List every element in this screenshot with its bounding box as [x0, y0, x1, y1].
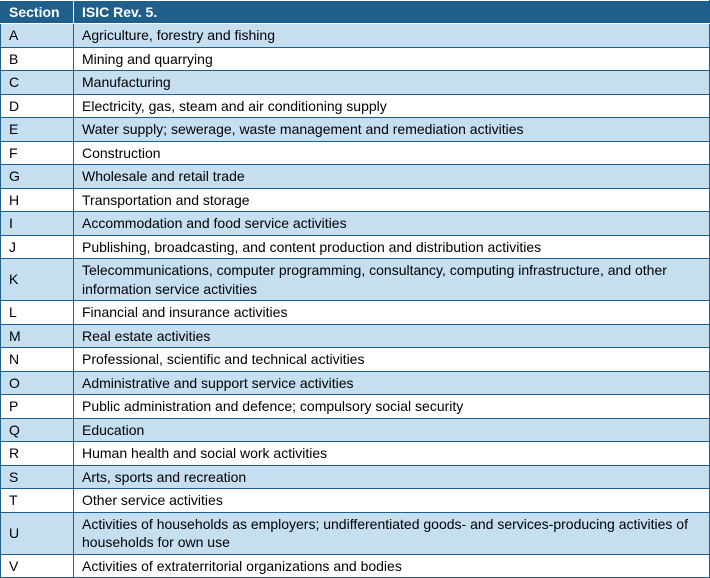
description-cell: Real estate activities — [74, 324, 710, 348]
section-code-cell: D — [1, 94, 74, 118]
table-row — [1, 301, 710, 325]
section-code-cell: I — [1, 212, 74, 236]
table-row — [1, 371, 710, 395]
section-code-cell: M — [1, 324, 74, 348]
table-row — [1, 395, 710, 419]
section-code-cell: O — [1, 371, 74, 395]
description-cell: Accommodation and food service activities — [74, 212, 710, 236]
description-cell: Construction — [74, 141, 710, 165]
section-code-cell: G — [1, 165, 74, 189]
section-code-cell: C — [1, 71, 74, 95]
description-cell: Manufacturing — [74, 71, 710, 95]
description-cell: Professional, scientific and technical activities — [74, 348, 710, 372]
section-code-cell: Q — [1, 418, 74, 442]
table-row — [1, 348, 710, 372]
description-cell: Financial and insurance activities — [74, 301, 710, 325]
section-code-cell: P — [1, 395, 74, 419]
section-code-cell: F — [1, 141, 74, 165]
description-cell: Other service activities — [74, 489, 710, 513]
section-code-cell: T — [1, 489, 74, 513]
section-code-cell: J — [1, 235, 74, 259]
table-row — [1, 324, 710, 348]
table-row — [1, 165, 710, 189]
table-row — [1, 118, 710, 142]
section-column-header: Section — [1, 1, 74, 24]
section-code-cell: K — [1, 259, 74, 301]
description-cell: Administrative and support service activities — [74, 371, 710, 395]
section-code-cell: R — [1, 442, 74, 466]
description-cell: Transportation and storage — [74, 188, 710, 212]
header-row — [1, 1, 710, 24]
description-cell: Public administration and defence; compulsory social security — [74, 395, 710, 419]
description-cell: Education — [74, 418, 710, 442]
section-code-cell: E — [1, 118, 74, 142]
table-row — [1, 512, 710, 554]
description-cell: Publishing, broadcasting, and content production and distribution activities — [74, 235, 710, 259]
section-code-cell: V — [1, 554, 74, 578]
description-cell: Agriculture, forestry and fishing — [74, 24, 710, 48]
description-cell: Water supply; sewerage, waste management and remediation activities — [74, 118, 710, 142]
section-code-cell: S — [1, 465, 74, 489]
isic-column-header: ISIC Rev. 5. — [74, 1, 710, 24]
table-row — [1, 94, 710, 118]
section-code-cell: H — [1, 188, 74, 212]
table-row — [1, 141, 710, 165]
table-row — [1, 47, 710, 71]
description-cell: Electricity, gas, steam and air conditioning supply — [74, 94, 710, 118]
table-row — [1, 188, 710, 212]
section-code-cell: U — [1, 512, 74, 554]
description-cell: Wholesale and retail trade — [74, 165, 710, 189]
table-row — [1, 442, 710, 466]
section-code-cell: B — [1, 47, 74, 71]
table-row — [1, 71, 710, 95]
table-row — [1, 259, 710, 301]
description-cell: Mining and quarrying — [74, 47, 710, 71]
table-row — [1, 418, 710, 442]
table-row — [1, 212, 710, 236]
section-code-cell: N — [1, 348, 74, 372]
table-row — [1, 465, 710, 489]
description-cell: Activities of extraterritorial organizations and bodies — [74, 554, 710, 578]
table-body — [1, 24, 710, 578]
section-code-cell: A — [1, 24, 74, 48]
section-code-cell: L — [1, 301, 74, 325]
table-row — [1, 489, 710, 513]
table-row — [1, 235, 710, 259]
description-cell: Activities of households as employers; undifferentiated goods- and services-producing activities of households for own use — [74, 512, 710, 554]
table-header — [1, 1, 710, 24]
description-cell: Human health and social work activities — [74, 442, 710, 466]
description-cell: Arts, sports and recreation — [74, 465, 710, 489]
description-cell: Telecommunications, computer programming, consultancy, computing infrastructure, and other information service activities — [74, 259, 710, 301]
table-row — [1, 24, 710, 48]
table-row — [1, 554, 710, 578]
